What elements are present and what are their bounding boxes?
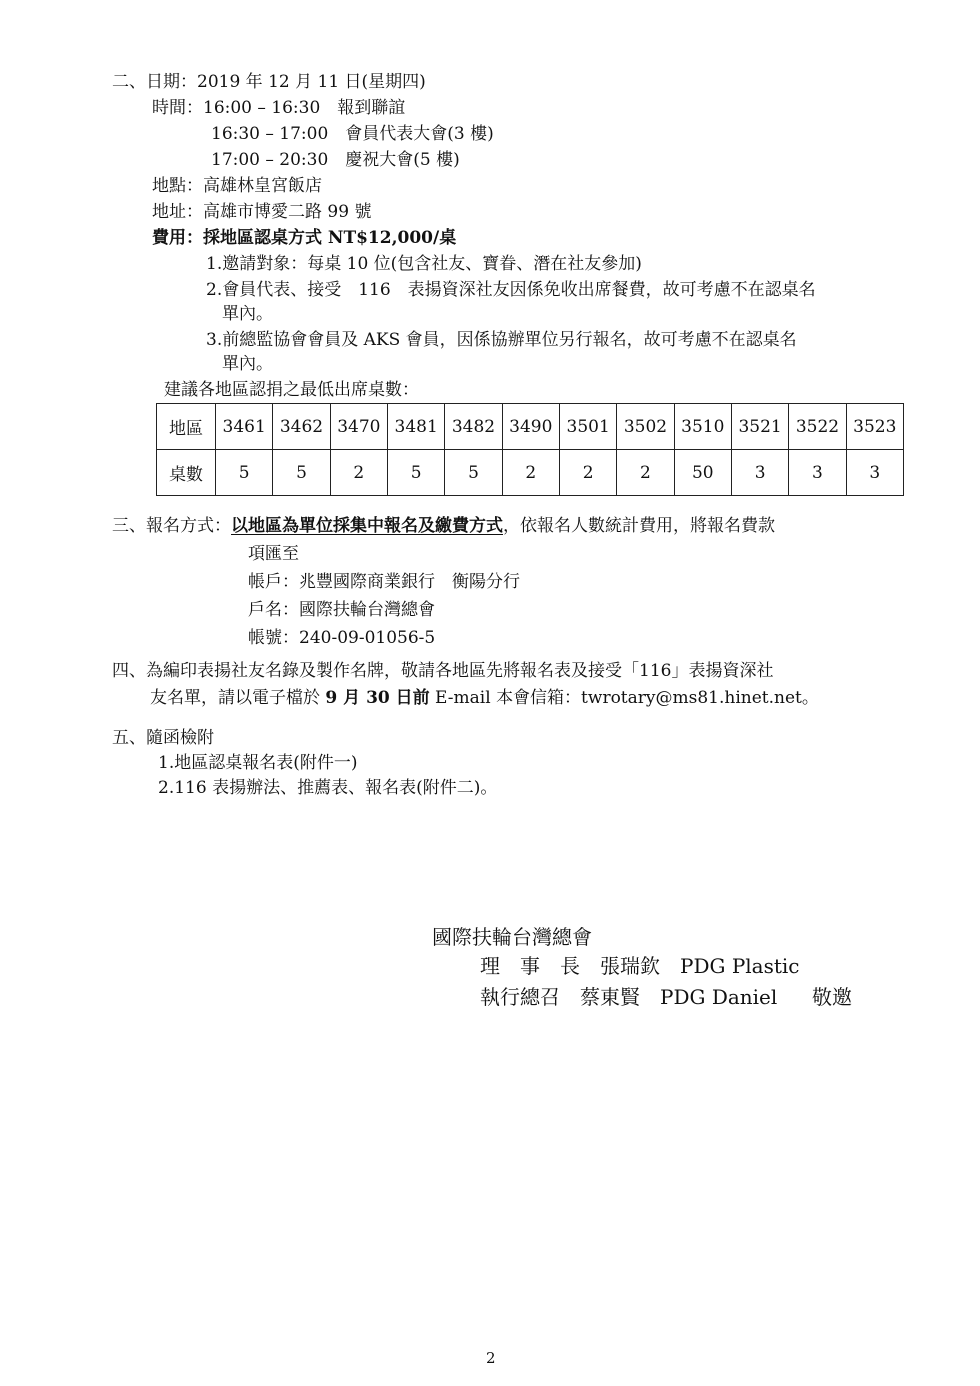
section4-line2 [150,686,819,710]
fee-note-3: 3.前總監協會會員及 AKS 會員，因係協辦單位另行報名，故可考慮不在認桌名 [206,330,797,350]
district-cell: 3522 [789,404,846,450]
tables-cell: 3 [789,450,846,496]
table-caption: 建議各地區認捐之最低出席桌數： [164,380,419,400]
district-cell: 3521 [731,404,788,450]
bank-account: 帳戶：兆豐國際商業銀行 衡陽分行 [248,572,520,592]
section3-rest: ，依報名人數統計費用，將報名費款 [503,516,775,536]
row-label-tables: 桌數 [157,450,216,496]
section3-prefix: 三、報名方式： [112,516,231,536]
district-cell: 3510 [674,404,731,450]
district-cell: 3482 [445,404,502,450]
tables-cell: 3 [846,450,903,496]
table-row-districts [157,404,904,450]
section2-date: 二、日期：2019 年 12 月 11 日(星期四) [112,72,426,92]
signature-president: 理 事 長 張瑞欽 PDG Plastic [480,954,800,978]
tables-cell: 5 [273,450,330,496]
tables-cell: 50 [674,450,731,496]
section4-line1: 四、為編印表揚社友名錄及製作名牌，敬請各地區先將報名表及接受「116」表揚資深社 [112,661,774,681]
section2-venue: 地點：高雄林皇宮飯店 [152,176,322,196]
tables-cell: 5 [445,450,502,496]
row-label-district: 地區 [157,404,216,450]
district-table-allocation [156,403,904,496]
district-cell: 3501 [559,404,616,450]
district-cell: 3490 [502,404,559,450]
tables-cell: 5 [387,450,444,496]
section4-line2-post: E-mail 本會信箱：twrotary@ms81.hinet.net。 [429,688,819,708]
district-cell: 3461 [216,404,273,450]
section3-line2: 項匯至 [248,544,299,564]
section4-line2-pre: 友名單，請以電子檔於 [150,688,326,708]
attachment-1: 1.地區認桌報名表(附件一) [158,753,358,773]
page-number: 2 [486,1349,496,1367]
tables-cell: 3 [731,450,788,496]
signature-chair: 執行總召 蔡東賢 PDG Daniel [480,985,778,1009]
tables-cell: 2 [559,450,616,496]
account-number: 帳號：240-09-01056-5 [248,628,436,648]
fee-note-2-cont: 單內。 [222,304,273,324]
deadline: 9 月 30 日前 [325,688,430,708]
section2-address: 地址：高雄市博愛二路 99 號 [152,202,372,222]
signature-org: 國際扶輪台灣總會 [432,925,592,949]
district-cell: 3502 [617,404,674,450]
section2-fee: 費用：採地區認桌方式 NT$12,000/桌 [152,228,457,248]
tables-cell: 2 [617,450,674,496]
tables-cell: 2 [330,450,387,496]
fee-note-2: 2.會員代表、接受 116 表揚資深社友因係免收出席餐費，故可考慮不在認桌名 [206,280,816,300]
section2-time-2: 16:30 – 17:00 會員代表大會(3 樓) [211,124,494,144]
section3-registration [112,514,775,538]
fee-note-3-cont: 單內。 [222,354,273,374]
tables-cell: 2 [502,450,559,496]
district-cell: 3462 [273,404,330,450]
table-row-tables [157,450,904,496]
fee-note-1: 1.邀請對象：每桌 10 位(包含社友、寶眷、潛在社友參加) [206,254,642,274]
section5-title: 五、隨函檢附 [112,728,214,748]
district-cell: 3523 [846,404,903,450]
signature-closing: 敬邀 [812,985,852,1009]
tables-cell: 5 [216,450,273,496]
district-cell: 3481 [387,404,444,450]
attachment-2: 2.116 表揚辦法、推薦表、報名表(附件二)。 [158,778,498,798]
section2-time-3: 17:00 – 20:30 慶祝大會(5 樓) [211,150,460,170]
section3-emphasis: 以地區為單位採集中報名及繳費方式 [231,516,503,536]
district-cell: 3470 [330,404,387,450]
account-name: 戶名：國際扶輪台灣總會 [248,600,435,620]
section2-time-1: 時間：16:00 – 16:30 報到聯誼 [152,98,406,118]
